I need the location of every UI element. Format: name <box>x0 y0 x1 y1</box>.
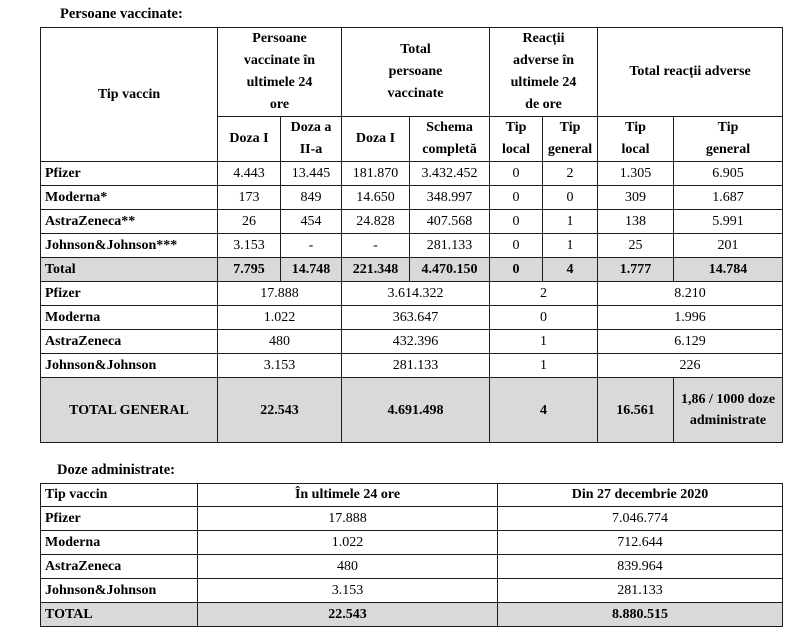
vaccine-label-cell: Pfizer <box>41 282 218 306</box>
value-cell: 454 <box>281 210 342 234</box>
value-cell: 4.470.150 <box>410 258 490 282</box>
column-header-din-27-decembrie: Din 27 decembrie 2020 <box>498 484 783 507</box>
value-cell: 4 <box>543 258 598 282</box>
table-row <box>41 210 783 234</box>
subheader-tip-local-24h <box>490 117 543 162</box>
value-cell: 0 <box>543 186 598 210</box>
group-header-total-reactii-adverse <box>598 28 783 117</box>
value-cell: 0 <box>490 234 543 258</box>
value-cell: 1 <box>543 210 598 234</box>
group-header-vaccinate-24h <box>218 28 342 117</box>
value-cell: 201 <box>674 234 783 258</box>
value-cell: 1.687 <box>674 186 783 210</box>
value-cell: 6.129 <box>598 330 783 354</box>
value-cell: 4.691.498 <box>342 378 490 443</box>
value-cell: 281.133 <box>498 579 783 603</box>
value-cell: 14.748 <box>281 258 342 282</box>
total-general-label-cell: TOTAL GENERAL <box>41 378 218 443</box>
value-cell: 281.133 <box>410 234 490 258</box>
table-row <box>41 484 783 507</box>
value-cell: 1.777 <box>598 258 674 282</box>
value-cell: 3.153 <box>218 234 281 258</box>
subheader-tip-general-total <box>674 117 783 162</box>
subheader-tip-local-total <box>598 117 674 162</box>
group-header-reactii-adverse-24h <box>490 28 598 117</box>
value-cell: 7.795 <box>218 258 281 282</box>
table-row <box>41 186 783 210</box>
value-cell: 3.153 <box>198 579 498 603</box>
value-cell: 16.561 <box>598 378 674 443</box>
value-cell: 849 <box>281 186 342 210</box>
vaccine-label-cell: AstraZeneca <box>41 330 218 354</box>
value-cell: 5.991 <box>674 210 783 234</box>
table-row <box>41 234 783 258</box>
column-header-ultimele-24-ore: În ultimele 24 ore <box>198 484 498 507</box>
value-cell: 839.964 <box>498 555 783 579</box>
value-cell: - <box>281 234 342 258</box>
value-cell: 3.153 <box>218 354 342 378</box>
vaccine-label-cell: Johnson&Johnson <box>41 354 218 378</box>
subheader-tip-general-24h <box>543 117 598 162</box>
value-cell: 1.305 <box>598 162 674 186</box>
total-row <box>41 258 783 282</box>
vaccine-label-cell: AstraZeneca <box>41 555 198 579</box>
value-cell: 348.997 <box>410 186 490 210</box>
value-cell: 3.614.322 <box>342 282 490 306</box>
persoane-vaccinate-table <box>40 27 783 443</box>
table-caption-doze-administrate: Doze administrate: <box>57 462 175 478</box>
vaccine-label-cell: Pfizer <box>41 162 218 186</box>
table-row <box>41 555 783 579</box>
header-text: Total reacții adverse <box>629 64 751 79</box>
value-cell: - <box>342 234 410 258</box>
value-cell: 17.888 <box>218 282 342 306</box>
value-cell: 17.888 <box>198 507 498 531</box>
vaccine-label-cell: Johnson&Johnson*** <box>41 234 218 258</box>
total-label-cell: Total <box>41 258 218 282</box>
value-cell: 2 <box>543 162 598 186</box>
value-cell: 1 <box>490 330 598 354</box>
summary-row <box>41 330 783 354</box>
doze-administrate-table <box>40 483 783 627</box>
value-cell: 8.880.515 <box>498 603 783 627</box>
value-cell: 1.022 <box>218 306 342 330</box>
vaccine-label-cell: Pfizer <box>41 507 198 531</box>
total-general-row <box>41 378 783 443</box>
value-cell: 0 <box>490 210 543 234</box>
value-cell: 1.996 <box>598 306 783 330</box>
value-cell: 0 <box>490 306 598 330</box>
value-cell: 1 <box>543 234 598 258</box>
value-cell: 0 <box>490 186 543 210</box>
value-cell: 4 <box>490 378 598 443</box>
table-row <box>41 507 783 531</box>
value-cell: 407.568 <box>410 210 490 234</box>
value-cell: 432.396 <box>342 330 490 354</box>
subheader-schema-completa: Schema completă <box>410 117 490 162</box>
value-cell: 6.905 <box>674 162 783 186</box>
total-label-cell: TOTAL <box>41 603 198 627</box>
value-cell: 7.046.774 <box>498 507 783 531</box>
table-row <box>41 579 783 603</box>
value-cell: 2 <box>490 282 598 306</box>
total-row <box>41 603 783 627</box>
summary-row <box>41 306 783 330</box>
vaccine-label-cell: Johnson&Johnson <box>41 579 198 603</box>
value-cell: 22.543 <box>218 378 342 443</box>
value-cell: 281.133 <box>342 354 490 378</box>
value-cell: 226 <box>598 354 783 378</box>
value-cell: 14.650 <box>342 186 410 210</box>
vaccine-label-cell: Moderna <box>41 306 218 330</box>
value-cell: 25 <box>598 234 674 258</box>
subheader-doza1-24h: Doza I <box>218 117 281 162</box>
table-caption-persoane-vaccinate: Persoane vaccinate: <box>60 6 183 22</box>
value-cell: 13.445 <box>281 162 342 186</box>
group-header-total-persoane <box>342 28 490 117</box>
value-cell: 26 <box>218 210 281 234</box>
value-cell: 22.543 <box>198 603 498 627</box>
value-cell: 1 <box>490 354 598 378</box>
rate-cell: 1,86 / 1000 doze administrate <box>674 378 783 443</box>
vaccine-label-cell: Moderna <box>41 531 198 555</box>
value-cell: 712.644 <box>498 531 783 555</box>
value-cell: 309 <box>598 186 674 210</box>
value-cell: 0 <box>490 258 543 282</box>
value-cell: 363.647 <box>342 306 490 330</box>
vaccine-label-cell: AstraZeneca** <box>41 210 218 234</box>
summary-row <box>41 282 783 306</box>
value-cell: 14.784 <box>674 258 783 282</box>
header-text: Tip local <box>621 120 650 157</box>
value-cell: 221.348 <box>342 258 410 282</box>
value-cell: 24.828 <box>342 210 410 234</box>
header-text: Tip local <box>502 120 530 157</box>
table-row <box>41 531 783 555</box>
header-text: Tip general <box>547 120 593 157</box>
header-text: Total persoane vaccinate <box>387 42 444 101</box>
vaccine-label-cell: Moderna* <box>41 186 218 210</box>
table-row <box>41 28 783 117</box>
summary-row <box>41 354 783 378</box>
value-cell: 138 <box>598 210 674 234</box>
value-cell: 480 <box>198 555 498 579</box>
value-cell: 3.432.452 <box>410 162 490 186</box>
header-text: Persoane vaccinate în ultimele 24 ore <box>243 31 316 112</box>
value-cell: 0 <box>490 162 543 186</box>
value-cell: 181.870 <box>342 162 410 186</box>
value-cell: 8.210 <box>598 282 783 306</box>
column-header-tip-vaccin: Tip vaccin <box>41 484 198 507</box>
value-cell: 1.022 <box>198 531 498 555</box>
subheader-doza1-total: Doza I <box>342 117 410 162</box>
value-cell: 173 <box>218 186 281 210</box>
column-header-tip-vaccin: Tip vaccin <box>41 28 218 162</box>
header-text: Tip general <box>705 120 751 157</box>
header-text: Reacții adverse în ultimele 24 de ore <box>510 31 577 112</box>
subheader-doza2-24h: Doza a II-a <box>281 117 342 162</box>
value-cell: 480 <box>218 330 342 354</box>
value-cell: 4.443 <box>218 162 281 186</box>
table-row <box>41 162 783 186</box>
